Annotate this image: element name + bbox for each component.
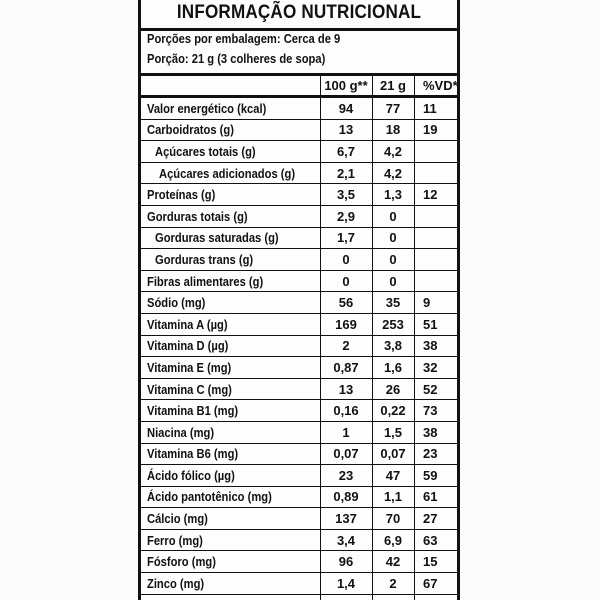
nutrient-name: Fósforo (mg): [147, 554, 216, 570]
value-daily-percent: [415, 271, 457, 292]
table-row: [141, 551, 457, 573]
nutrient-name: Sódio (mg): [147, 295, 206, 311]
servings-per-package: Porções por embalagem: Cerca de 9: [147, 31, 341, 46]
value-daily-percent: 23: [423, 446, 438, 462]
value-per-100g: 0,07: [333, 446, 359, 462]
value-per-100g: 137: [335, 511, 357, 527]
value-daily-percent: 32: [423, 359, 438, 375]
value-per-100g: 96: [338, 554, 354, 570]
nutrient-name: Vitamina B1 (mg): [147, 403, 239, 419]
value-per-100g: 0,89: [333, 489, 359, 505]
value-daily-percent: 51: [423, 316, 438, 332]
table-row: [141, 422, 457, 444]
table-row: [141, 292, 457, 314]
table-row: [141, 508, 457, 530]
nutrient-name: Gorduras totais (g): [147, 208, 248, 224]
table-row: [141, 228, 457, 250]
serving-size: Porção: 21 g (3 colheres de sopa): [147, 51, 326, 66]
value-per-100g: 94: [338, 100, 354, 116]
table-row: [141, 400, 457, 422]
value-per-100g: 6,7: [336, 143, 356, 159]
nutrient-name: Vitamina A (µg): [147, 316, 228, 332]
table-row: [141, 163, 457, 185]
table-row: [141, 487, 457, 509]
value-daily-percent: 63: [423, 532, 438, 548]
value-per-portion: 0,22: [380, 403, 406, 419]
value-per-portion: 1,6: [383, 359, 403, 375]
value-daily-percent: [415, 228, 457, 249]
nutrient-name: Valor energético (kcal): [147, 100, 267, 116]
value-per-portion: 0: [389, 251, 397, 267]
value-daily-percent: 59: [423, 467, 438, 483]
nutrient-name: Proteínas (g): [147, 187, 216, 203]
value-per-portion: 0,07: [380, 446, 406, 462]
value-per-portion: 4,2: [383, 165, 403, 181]
nutrition-facts-panel: [138, 0, 460, 600]
nutrient-name: Carboidratos (g): [147, 122, 234, 138]
header-per-portion: 21 g: [379, 78, 406, 93]
value-daily-percent: 38: [423, 338, 438, 354]
value-per-100g: 0,16: [333, 403, 359, 419]
value-per-100g: 0: [342, 251, 350, 267]
table-row: [141, 141, 457, 163]
table-row: [141, 444, 457, 466]
value-per-portion: 0: [389, 208, 397, 224]
value-per-portion: 6,9: [383, 532, 403, 548]
value-per-portion: 0: [389, 230, 397, 246]
value-per-portion: 0: [389, 273, 397, 289]
nutrient-name: Ácido fólico (µg): [147, 467, 235, 483]
table-row: [141, 379, 457, 401]
value-daily-percent: 52: [423, 381, 438, 397]
nutrient-name: Fibras alimentares (g): [147, 273, 264, 289]
value-per-100g: 1,7: [336, 230, 356, 246]
table-row: [141, 573, 457, 595]
value-per-portion: 3,8: [383, 338, 403, 354]
nutrient-name: Gorduras trans (g): [155, 251, 254, 267]
value-per-100g: 2: [342, 338, 350, 354]
value-per-100g: 3,5: [336, 187, 356, 203]
nutrient-name: Vitamina C (mg): [147, 381, 232, 397]
table-row: [141, 184, 457, 206]
value-daily-percent: 9: [423, 295, 431, 311]
value-per-portion: 47: [385, 467, 401, 483]
value-daily-percent: [415, 141, 457, 162]
nutrient-name: Açúcares totais (g): [155, 143, 256, 159]
value-daily-percent: 15: [423, 554, 438, 570]
nutrient-name: Gorduras saturadas (g): [155, 230, 279, 246]
value-per-portion: 1,3: [383, 187, 403, 203]
value-per-portion: 4,2: [383, 143, 403, 159]
value-daily-percent: 27: [423, 511, 438, 527]
value-per-portion: 26: [385, 381, 401, 397]
value-per-portion: 77: [385, 100, 401, 116]
nutrition-table: [141, 76, 457, 595]
nutrient-name: Zinco (mg): [147, 575, 205, 591]
value-daily-percent: 61: [423, 489, 438, 505]
value-per-100g: 1: [342, 424, 350, 440]
nutrient-name: Vitamina B6 (mg): [147, 446, 239, 462]
value-per-100g: 23: [338, 467, 354, 483]
value-daily-percent: 73: [423, 403, 438, 419]
nutrition-title: INFORMAÇÃO NUTRICIONAL: [176, 2, 422, 23]
value-per-portion: 70: [385, 511, 401, 527]
value-daily-percent: 19: [423, 122, 438, 138]
value-per-portion: 35: [385, 295, 401, 311]
value-per-100g: 0: [342, 273, 350, 289]
value-per-portion: 1,1: [383, 489, 403, 505]
value-daily-percent: 11: [423, 100, 437, 116]
value-per-100g: 13: [338, 122, 354, 138]
nutrient-name: Açúcares adicionados (g): [159, 165, 296, 181]
table-row: [141, 249, 457, 271]
header-daily-value: %VD*: [423, 78, 458, 93]
value-per-100g: 2,1: [336, 165, 356, 181]
value-daily-percent: 38: [423, 424, 438, 440]
table-row: [141, 206, 457, 228]
value-per-100g: 56: [338, 295, 354, 311]
table-row: [141, 98, 457, 120]
value-per-portion: 2: [389, 575, 397, 591]
nutrient-name: Ácido pantotênico (mg): [147, 489, 272, 505]
value-per-portion: 253: [382, 316, 404, 332]
table-header-row: [141, 76, 457, 98]
value-per-100g: 0,87: [333, 359, 359, 375]
nutrient-name: Cálcio (mg): [147, 511, 208, 527]
nutrient-name: Vitamina D (µg): [147, 338, 229, 354]
table-row: [141, 271, 457, 293]
table-row: [141, 336, 457, 358]
value-per-100g: 13: [338, 381, 354, 397]
value-per-portion: 1,5: [383, 424, 403, 440]
value-daily-percent: 12: [423, 187, 438, 203]
table-row: [141, 314, 457, 336]
table-row: [141, 530, 457, 552]
table-row: [141, 120, 457, 142]
value-per-portion: 18: [385, 122, 401, 138]
value-daily-percent: [415, 206, 457, 227]
table-row: [141, 357, 457, 379]
value-daily-percent: 67: [423, 575, 438, 591]
nutrient-name: Vitamina E (mg): [147, 359, 232, 375]
value-daily-percent: [415, 163, 457, 184]
header-per-100g: 100 g**: [324, 78, 368, 93]
table-row: [141, 465, 457, 487]
value-per-100g: 1,4: [336, 575, 356, 591]
value-per-100g: 169: [335, 316, 357, 332]
nutrient-name: Ferro (mg): [147, 532, 203, 548]
value-per-100g: 2,9: [336, 208, 356, 224]
value-per-portion: 42: [385, 554, 401, 570]
nutrient-name: Niacina (mg): [147, 424, 215, 440]
value-daily-percent: [415, 249, 457, 270]
value-per-100g: 3,4: [336, 532, 356, 548]
